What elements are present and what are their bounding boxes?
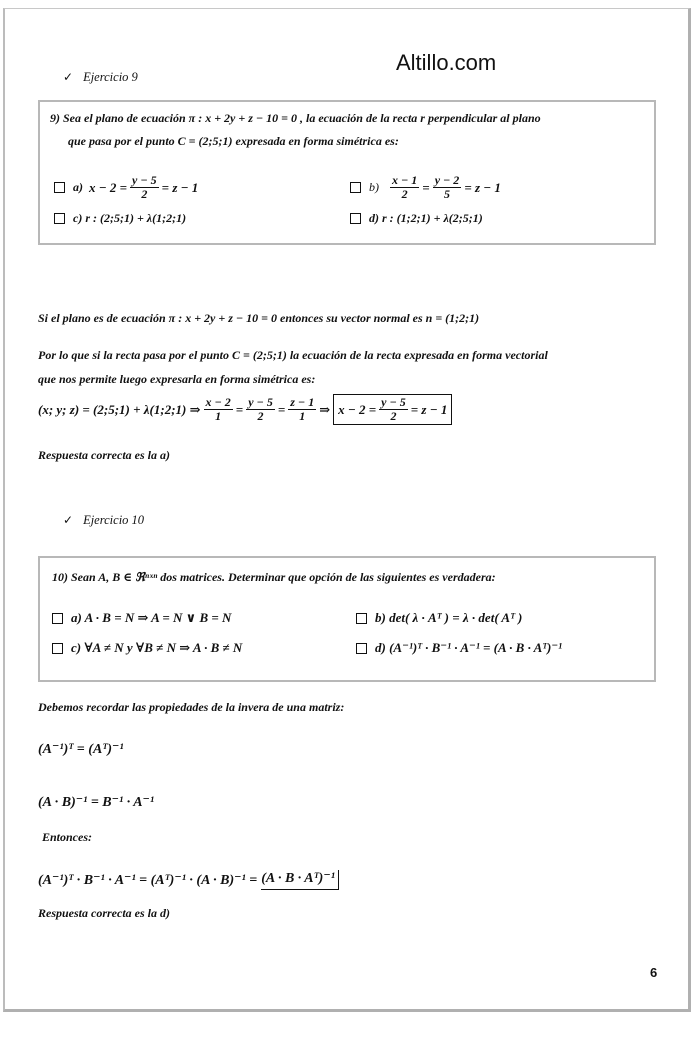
ex10-property1: (A⁻¹)ᵀ = (Aᵀ)⁻¹	[38, 742, 124, 757]
option-b-rhs: = z − 1	[464, 179, 501, 195]
fraction-numerator: y − 5	[248, 395, 273, 409]
equation-lhs: (x; y; z) = (2;5;1) + λ(1;2;1) ⇒	[38, 401, 201, 417]
option-d-text: d) (A⁻¹)ᵀ · B⁻¹ · A⁻¹ = (A · B · Aᵀ)⁻¹	[375, 640, 563, 655]
ex9-solution-line2: Por lo que si la recta pasa por el punto C = (2;5;1) la ecuación de la recta expresada en forma vectorial	[38, 348, 548, 362]
checkbox-icon[interactable]	[54, 182, 65, 193]
ex9-option-b[interactable]: b) $\frac{x - 1}{2}$ = $\frac{y - 2}{5}$ = z − 1	[350, 174, 501, 201]
ex10-option-b[interactable]	[356, 610, 522, 626]
ex10-solution-intro: Debemos recordar las propiedades de la invera de una matriz:	[38, 700, 345, 714]
checkbox-icon[interactable]	[52, 643, 63, 654]
fraction-denominator: 2	[257, 409, 264, 423]
result-lhs: (A⁻¹)ᵀ · B⁻¹ · A⁻¹ = (Aᵀ)⁻¹ · (A · B)⁻¹ =	[38, 872, 258, 888]
fraction-numerator: x − 1	[392, 173, 418, 187]
option-label: b)	[369, 180, 379, 194]
option-c-text: c) r : (2;5;1) + λ(1;2;1)	[73, 211, 187, 225]
checkmark-icon: ✓	[63, 513, 74, 527]
fraction	[130, 174, 159, 201]
ex9-solution-line3: que nos permite luego expresarla en forma simétrica es:	[38, 372, 316, 386]
fraction-numerator: x − 2	[205, 395, 231, 409]
ex10-then: Entonces:	[42, 830, 93, 844]
ex10-boxed-answer: (A · B · Aᵀ)⁻¹	[261, 870, 339, 890]
fraction-numerator: y − 5	[381, 395, 406, 409]
checkbox-icon[interactable]	[356, 613, 367, 624]
fraction	[433, 174, 462, 201]
ex9-boxed-answer	[333, 394, 452, 425]
ex9-heading-row	[63, 68, 138, 86]
option-a-text: a) A · B = N ⇒ A = N ∨ B = N	[71, 610, 232, 625]
fraction-denominator: 2	[141, 187, 148, 201]
fraction	[390, 174, 419, 201]
checkbox-icon[interactable]	[52, 613, 63, 624]
ex10-property2: (A · B)⁻¹ = B⁻¹ · A⁻¹	[38, 795, 155, 810]
fraction-denominator: 5	[444, 187, 450, 201]
fraction-denominator: 1	[215, 409, 222, 423]
ex9-option-d[interactable]	[350, 211, 483, 226]
boxed-rhs: = z − 1	[410, 401, 448, 417]
boxed-lhs: x − 2 =	[338, 401, 377, 417]
checkbox-icon[interactable]	[356, 643, 367, 654]
fraction-numerator: y − 5	[132, 173, 157, 187]
ex10-option-c[interactable]	[52, 640, 242, 656]
fraction-denominator: 2	[401, 187, 408, 201]
ex10-result	[38, 870, 339, 890]
ex10-answer: Respuesta correcta es la d)	[38, 906, 170, 920]
checkbox-icon[interactable]	[350, 213, 361, 224]
option-a-lhs: x − 2 =	[89, 179, 128, 195]
ex9-statement-line1: 9) Sea el plano de ecuación π : x + 2y + z − 10 = 0 , la ecuación de la recta r perpendicular al plano	[50, 111, 541, 125]
checkbox-icon[interactable]	[350, 182, 361, 193]
ex10-option-a[interactable]	[52, 610, 231, 626]
ex9-answer: Respuesta correcta es la a)	[38, 448, 170, 462]
fraction	[288, 396, 316, 423]
fraction-denominator: 1	[299, 409, 306, 423]
ex9-question-box	[38, 100, 656, 245]
ex10-option-d[interactable]	[356, 640, 562, 656]
fraction	[204, 396, 233, 423]
fraction-numerator: y − 2	[434, 173, 460, 187]
ex9-option-a[interactable]	[54, 174, 198, 201]
brand-watermark: Altillo.com	[396, 50, 497, 75]
checkbox-icon[interactable]	[54, 213, 65, 224]
option-a-rhs: = z − 1	[161, 179, 199, 195]
option-b-text: b) det( λ · Aᵀ ) = λ · det( Aᵀ )	[375, 610, 523, 625]
ex9-heading: Ejercicio 9	[83, 70, 138, 84]
option-c-text: c) ∀A ≠ N y ∀B ≠ N ⇒ A · B ≠ N	[71, 640, 243, 655]
ex10-heading-row	[63, 511, 144, 529]
ex9-option-c[interactable]	[54, 211, 186, 226]
option-label: a)	[73, 180, 83, 194]
ex9-statement-line2: que pasa por el punto C = (2;5;1) expresada en forma simétrica es:	[68, 134, 399, 148]
page-number: 6	[650, 965, 658, 980]
ex9-solution-line1: Si el plano es de ecuación π : x + 2y + z − 10 = 0 entonces su vector normal es n = (1;2;1)	[38, 311, 480, 325]
checkmark-icon: ✓	[63, 70, 74, 84]
fraction	[246, 396, 275, 423]
ex10-heading: Ejercicio 10	[83, 513, 145, 527]
fraction-numerator: z − 1	[290, 395, 315, 409]
ex10-statement: 10) Sean A, B ∈ ℜⁿˣⁿ dos matrices. Determinar que opción de las siguientes es verdadera:	[52, 570, 496, 584]
fraction	[379, 396, 408, 423]
ex10-question-box	[38, 556, 656, 682]
option-d-text: d) r : (1;2;1) + λ(2;5;1)	[369, 211, 483, 225]
ex9-solution-equation: (x; y; z) = (2;5;1) + λ(1;2;1) ⇒ $\frac{x - 2}{1}$ = $\frac{y - 5}{2}$ = $\frac{z - 1}{1}$ ⇒ x − 2 = $\frac{y - 5}{2}$ = z − 1	[38, 394, 452, 425]
fraction-denominator: 2	[390, 409, 397, 423]
